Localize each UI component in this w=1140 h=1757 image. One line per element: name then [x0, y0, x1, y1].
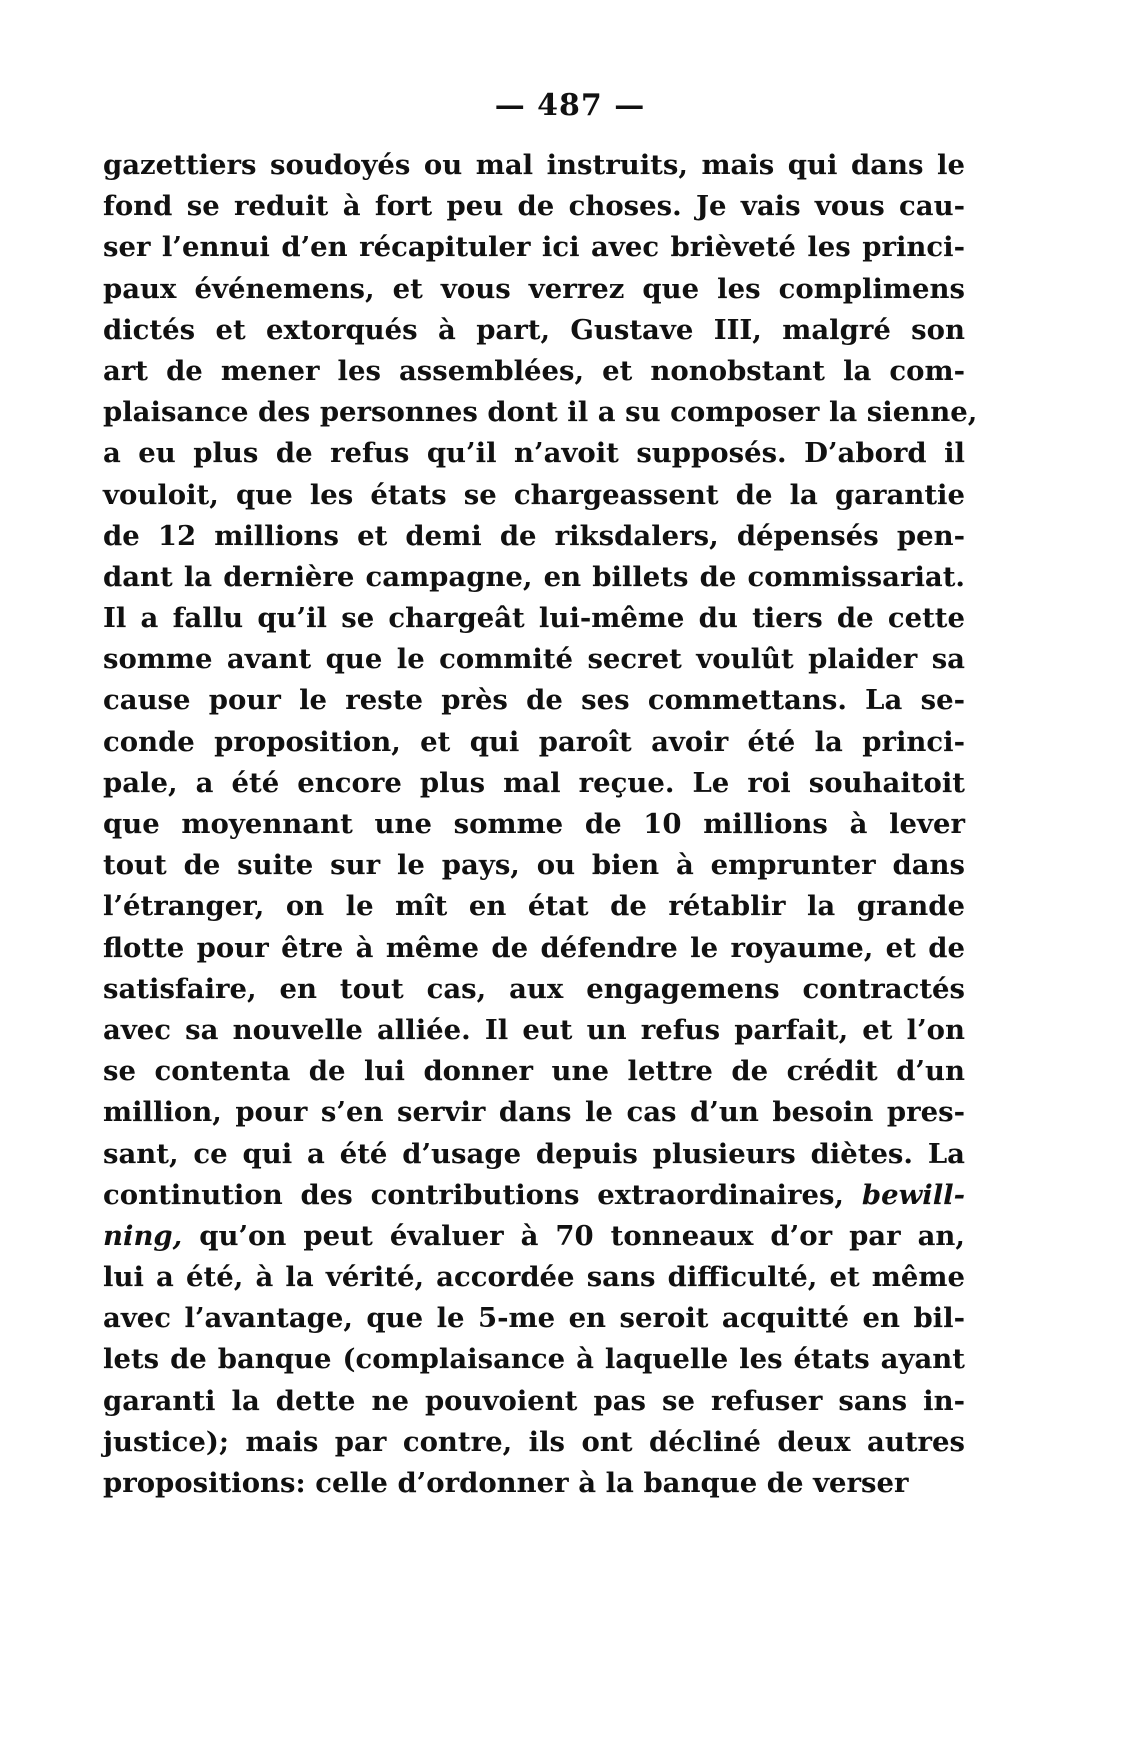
- text-line: sant, ce qui a été d’usage depuis plusieurs diètes. La: [103, 1137, 965, 1170]
- text-fragment: qu’on peut évaluer à 70 tonneaux d’or par an,: [199, 1219, 965, 1252]
- text-line-with-italic: [103, 1175, 965, 1216]
- text-line: ser l’ennui d’en récapituler ici avec brièveté les princi-: [103, 231, 965, 264]
- text-line: flotte pour être à même de défendre le royaume, et de: [103, 931, 965, 964]
- text-line: tout de suite sur le pays, ou bien à emprunter dans: [103, 849, 965, 882]
- text-line: avec l’avantage, que le 5-me en seroit acquitté en bil-: [103, 1302, 965, 1335]
- text-line: avec sa nouvelle alliée. Il eut un refus parfait, et l’on: [103, 1013, 965, 1046]
- text-line: l’étranger, on le mît en état de rétablir la grande: [103, 890, 965, 923]
- text-line: lui a été, à la vérité, accordée sans difficulté, et même: [103, 1261, 965, 1294]
- italic-term: bewill-: [861, 1178, 965, 1211]
- text-line: dictés et extorqués à part, Gustave III, malgré son: [103, 313, 965, 346]
- italic-term: ning,: [103, 1219, 183, 1252]
- text-line: cause pour le reste près de ses commettans. La se-: [103, 684, 965, 717]
- text-line: justice); mais par contre, ils ont décliné deux autres: [103, 1425, 965, 1458]
- text-line: satisfaire, en tout cas, aux engagemens contractés: [103, 972, 965, 1005]
- text-line: gazettiers soudoyés ou mal instruits, mais qui dans le: [103, 149, 965, 181]
- text-line: million, pour s’en servir dans le cas d’un besoin pres-: [103, 1096, 965, 1129]
- text-line: dant la dernière campagne, en billets de commissariat.: [103, 560, 965, 593]
- text-line: pale, a été encore plus mal reçue. Le roi souhaitoit: [103, 766, 965, 799]
- text-line: vouloit, que les états se chargeassent de la garantie: [103, 478, 965, 511]
- text-line: fond se reduit à fort peu de choses. Je vais vous cau-: [103, 190, 965, 223]
- text-fragment: continution des contributions extraordinaires,: [103, 1178, 845, 1211]
- text-line: paux événemens, et vous verrez que les complimens: [103, 272, 965, 305]
- page-number: — 487 —: [494, 88, 646, 123]
- text-line: a eu plus de refus qu’il n’avoit supposés. D’abord il: [103, 437, 965, 470]
- text-line: de 12 millions et demi de riksdalers, dépensés pen-: [103, 519, 965, 552]
- text-line: somme avant que le commité secret voulût plaider sa: [103, 643, 965, 676]
- text-line: propositions: celle d’ordonner à la banque de verser: [103, 1467, 909, 1499]
- text-line: lets de banque (complaisance à laquelle les états ayant: [103, 1343, 965, 1376]
- text-line: conde proposition, et qui paroît avoir été la princi-: [103, 725, 965, 758]
- text-line: garanti la dette ne pouvoient pas se refuser sans in-: [103, 1384, 965, 1417]
- text-line: plaisance des personnes dont il a su composer la sienne,: [103, 396, 978, 429]
- text-line: se contenta de lui donner une lettre de crédit d’un: [103, 1055, 965, 1088]
- body-text: [103, 145, 978, 1504]
- text-line-with-italic: [103, 1216, 965, 1257]
- text-line: art de mener les assemblées, et nonobstant la com-: [103, 354, 965, 387]
- text-line: Il a fallu qu’il se chargeât lui-même du tiers de cette: [103, 602, 965, 635]
- text-line: que moyennant une somme de 10 millions à lever: [103, 808, 965, 840]
